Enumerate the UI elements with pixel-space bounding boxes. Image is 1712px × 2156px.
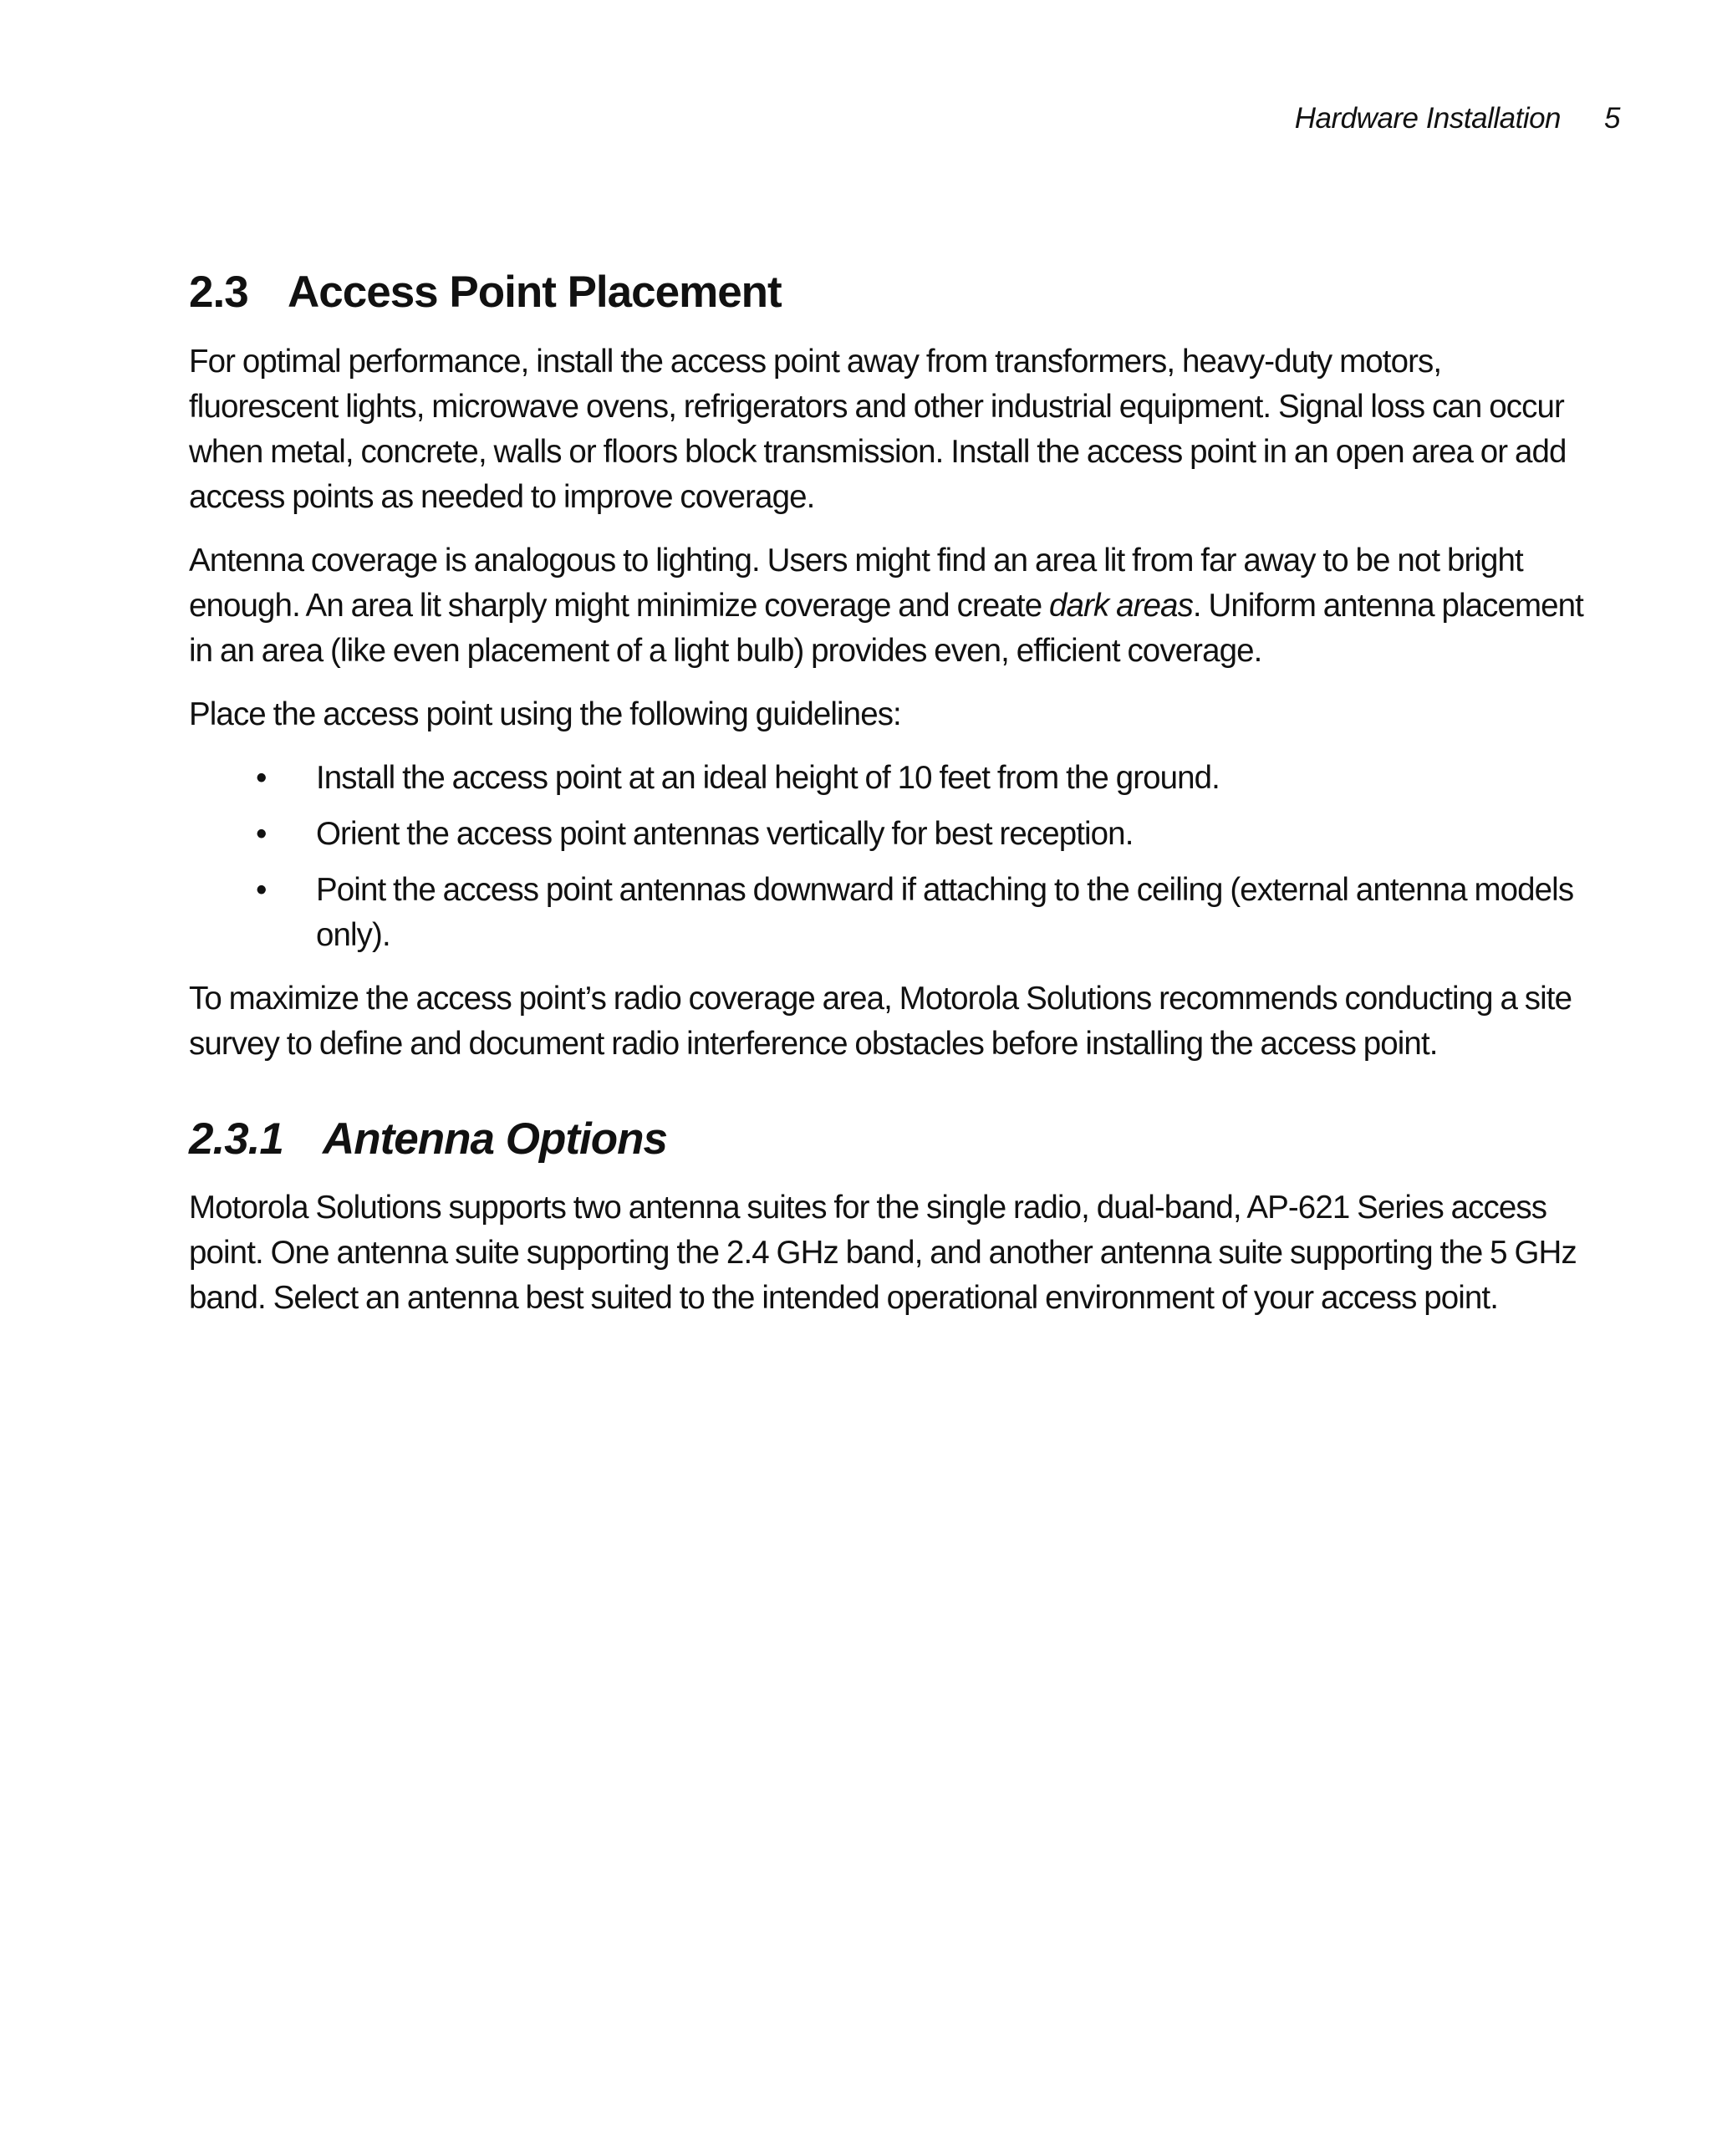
list-item-text: Point the access point antennas downward if attaching to the ceiling (external antenna models only).	[316, 871, 1574, 953]
placement-paragraph-3: Place the access point using the following guidelines:	[189, 696, 901, 732]
placement-paragraph-2	[189, 538, 1593, 674]
list-item	[189, 756, 1593, 801]
bullet-icon: •	[256, 759, 267, 796]
dark-areas-term: dark areas	[1049, 587, 1193, 624]
paragraph-2-text-before: Antenna coverage is analogous to lighting. Users might find an area lit from far away to be not bright enough. An area lit sharply might minimize coverage and create	[189, 542, 1523, 624]
bullet-icon: •	[256, 871, 267, 908]
section-heading	[189, 266, 1593, 319]
antenna-options-paragraph: Motorola Solutions supports two antenna suites for the single radio, dual-band, AP-621 Series access point. One antenna suite supporting the 2.4 GHz band, and another antenna suite supporting the 5 GHz band. Select an antenna best suited to the intended operational environment of your access point.	[189, 1190, 1577, 1317]
list-item	[189, 812, 1593, 857]
paragraph-2-text-after: . Uniform antenna placement in an area (like even placement of a light bulb) provides even, efficient coverage.	[189, 587, 1583, 669]
running-title: Hardware Installation	[1294, 102, 1562, 135]
bullet-icon: •	[256, 815, 267, 852]
page-body	[189, 266, 1593, 1339]
list-item-text: Install the access point at an ideal height of 10 feet from the ground.	[316, 759, 1220, 796]
placement-paragraph-4: To maximize the access point’s radio coverage area, Motorola Solutions recommends conducting a site survey to define and document radio interference obstacles before installing the access point.	[189, 980, 1572, 1062]
page-number: 5	[1604, 102, 1620, 135]
list-item-text: Orient the access point antennas vertically for best reception.	[316, 815, 1134, 852]
subsection-number: 2.3.1	[189, 1114, 283, 1164]
running-header	[1295, 102, 1620, 135]
section-title: Access Point Placement	[288, 268, 782, 317]
subsection-heading	[189, 1113, 1593, 1166]
list-item	[189, 868, 1593, 958]
section-number: 2.3	[189, 268, 248, 317]
guidelines-list	[189, 756, 1593, 958]
placement-paragraph-1: For optimal performance, install the access point away from transformers, heavy-duty motors, fluorescent lights, microwave ovens, refrigerators and other industrial equipment. Signal loss can occur when metal, concrete, walls or floors block transmission. Install the access point in an open area or add access points as needed to improve coverage.	[189, 343, 1567, 515]
subsection-title: Antenna Options	[323, 1114, 667, 1164]
